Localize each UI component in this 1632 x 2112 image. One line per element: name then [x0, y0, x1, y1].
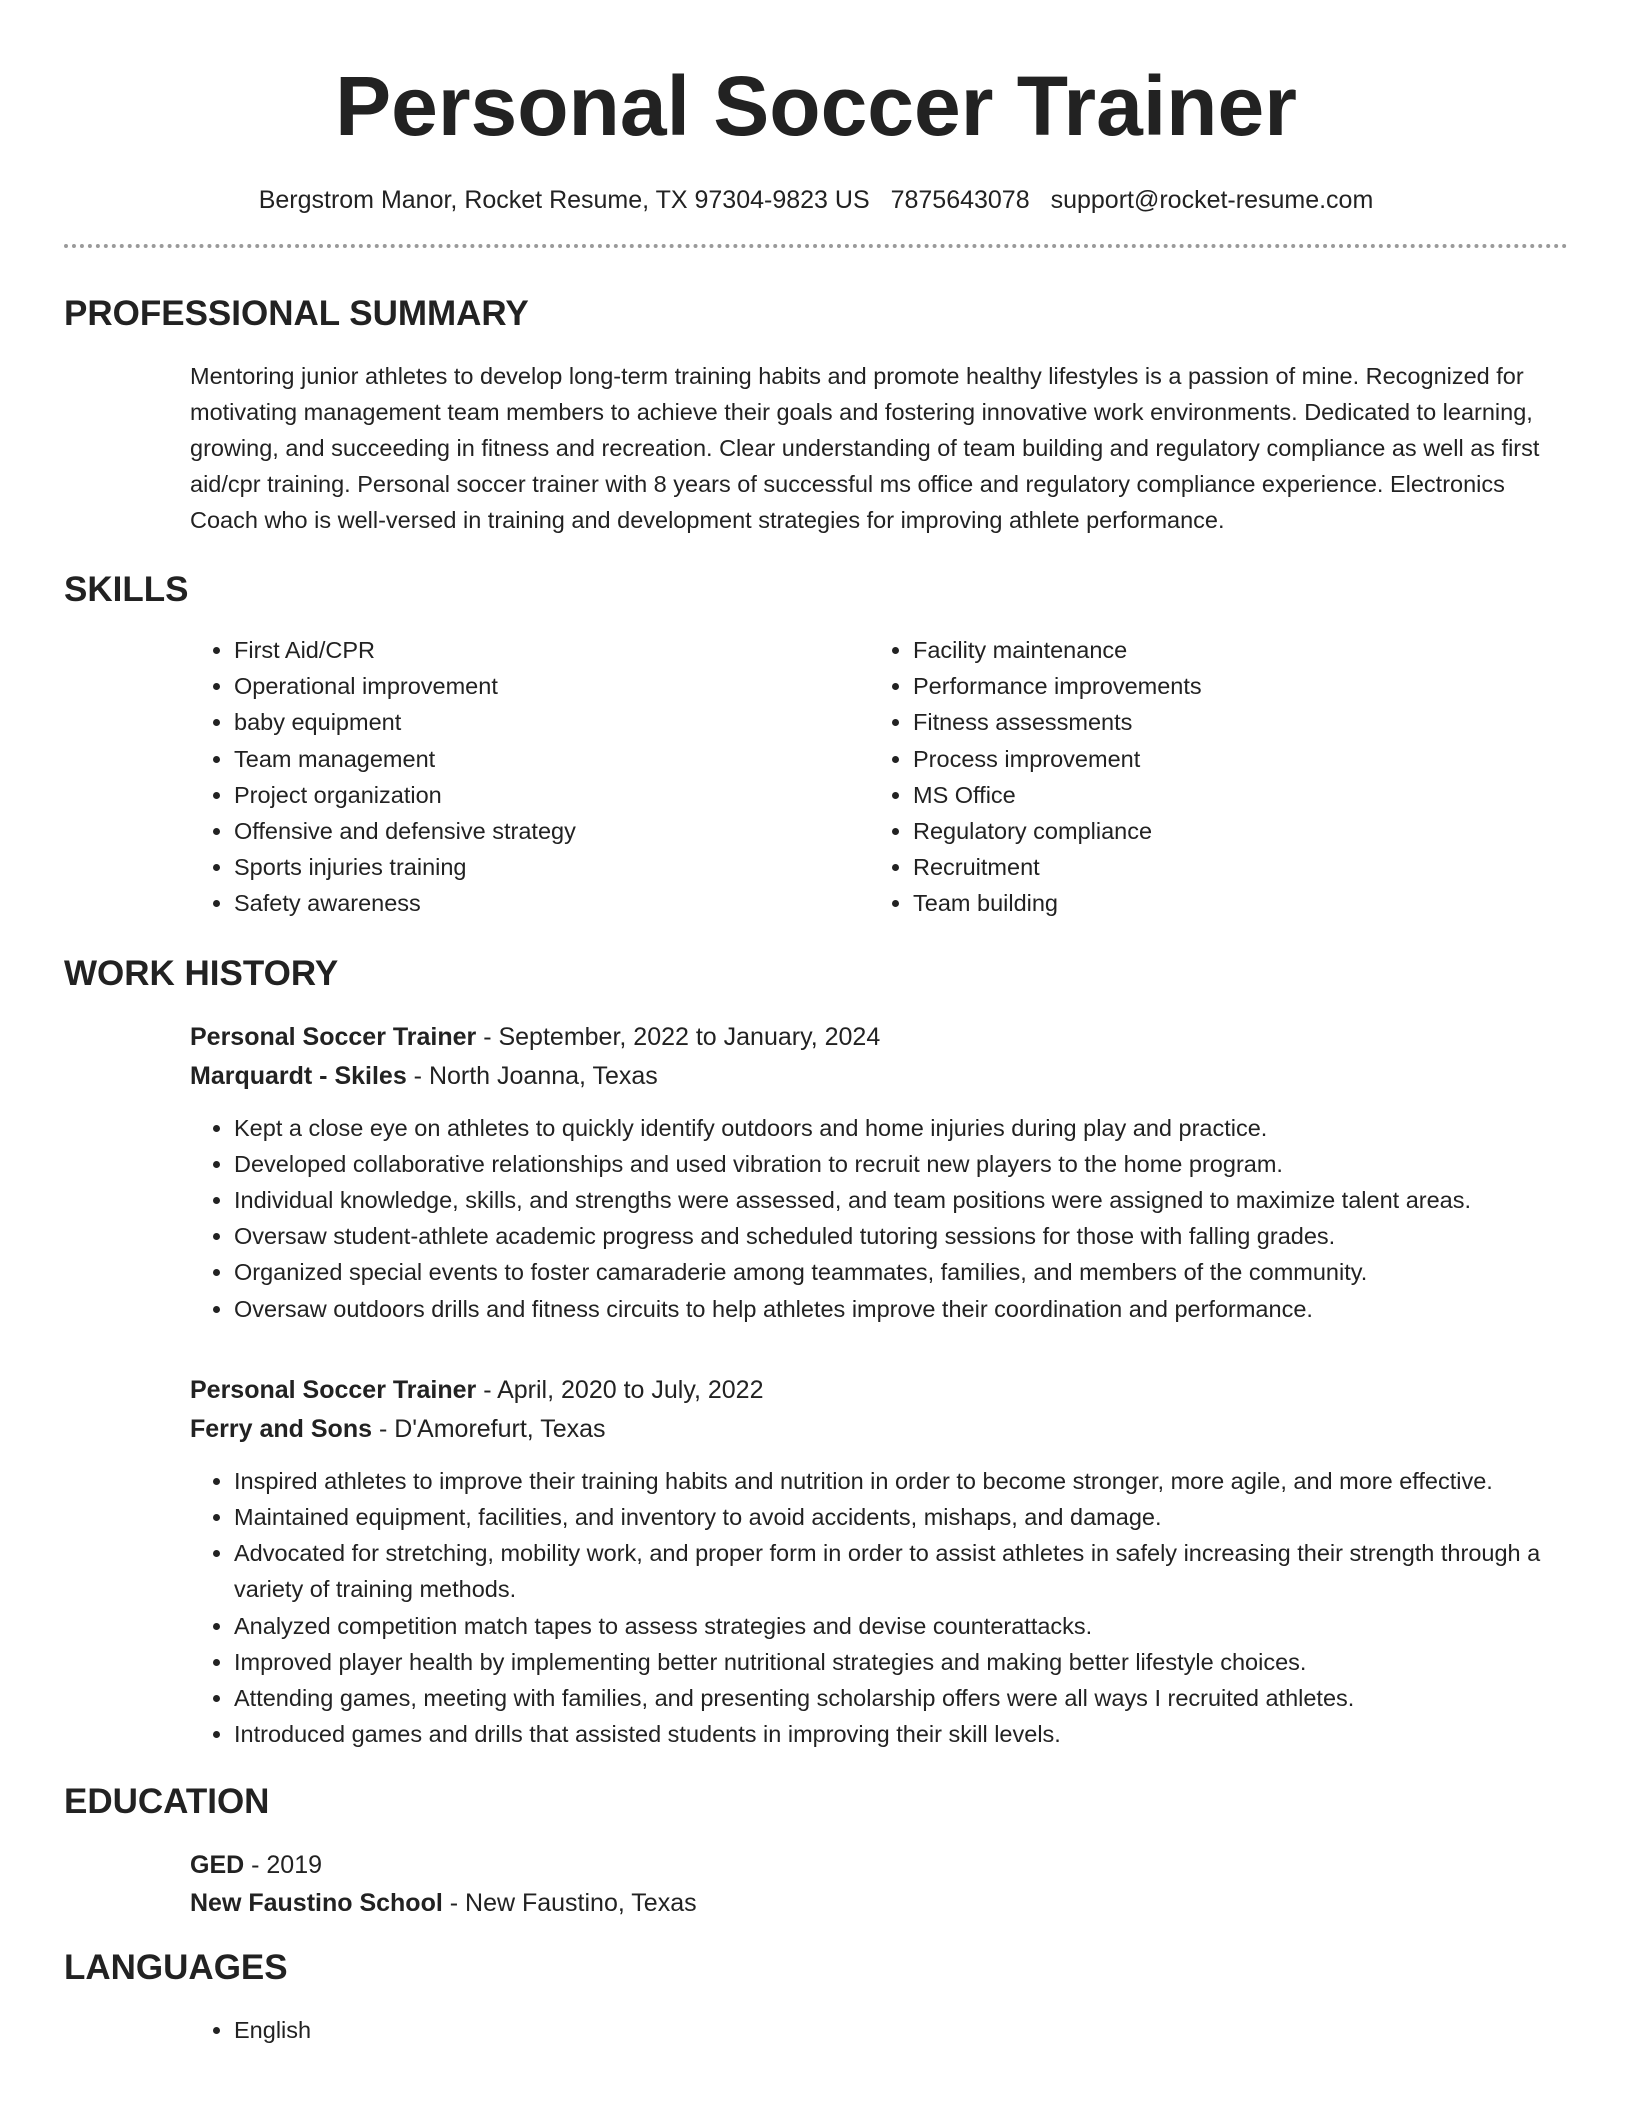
job-company-line: [190, 1057, 1568, 1096]
job-company: Ferry and Sons: [190, 1414, 372, 1443]
header-divider: [64, 244, 1568, 248]
job-dates: - April, 2020 to July, 2022: [476, 1375, 764, 1404]
skill-item: • Team building: [913, 885, 1548, 921]
skills-title: SKILLS: [64, 570, 189, 609]
skill-item: • Sports injuries training: [234, 849, 869, 885]
skills-column-left: [190, 632, 869, 922]
email: support@rocket-resume.com: [1050, 186, 1374, 214]
job-entry: [190, 1371, 1568, 1753]
language-item: • English: [234, 2012, 1568, 2048]
skill-item: • MS Office: [913, 777, 1548, 813]
languages-list: [190, 2012, 1568, 2048]
education-year: - 2019: [244, 1851, 323, 1880]
job-company: Marquardt - Skiles: [190, 1061, 407, 1090]
education-title: EDUCATION: [64, 1782, 270, 1822]
education-school: New Faustino School: [190, 1889, 443, 1918]
job-bullet: • Attending games, meeting with families, and presenting scholarship offers were all ways I recruited athletes.: [234, 1680, 1568, 1716]
skills-list: [190, 632, 1568, 922]
skill-item: • baby equipment: [234, 704, 869, 740]
job-role: Personal Soccer Trainer: [190, 1375, 477, 1404]
job-role-line: [190, 1371, 1568, 1410]
skill-item: • First Aid/CPR: [234, 632, 869, 668]
skill-item: • Offensive and defensive strategy: [234, 813, 869, 849]
skill-item: • Regulatory compliance: [913, 813, 1548, 849]
job-bullets: [190, 1463, 1568, 1753]
education-school-line: [190, 1884, 1568, 1922]
education-degree-line: [190, 1846, 1568, 1884]
job-bullet: • Oversaw outdoors drills and fitness circuits to help athletes improve their coordination and performance.: [234, 1291, 1568, 1327]
summary-title: PROFESSIONAL SUMMARY: [64, 294, 529, 333]
skill-item: • Operational improvement: [234, 668, 869, 704]
job-bullet: • Organized special events to foster camaraderie among teammates, families, and members of the community.: [234, 1254, 1568, 1290]
skill-item: • Recruitment: [913, 849, 1548, 885]
skill-item: • Fitness assessments: [913, 704, 1548, 740]
job-bullet: • Individual knowledge, skills, and strengths were assessed, and team positions were assigned to maximize talent areas.: [234, 1182, 1568, 1218]
job-role-line: [190, 1018, 1568, 1057]
skill-item: • Process improvement: [913, 741, 1548, 777]
languages-title: LANGUAGES: [64, 1948, 288, 1988]
skill-item: • Project organization: [234, 777, 869, 813]
job-bullet: • Developed collaborative relationships and used vibration to recruit new players to the home program.: [234, 1146, 1568, 1182]
job-location: - North Joanna, Texas: [406, 1061, 658, 1090]
job-bullet: • Introduced games and drills that assisted students in improving their skill levels.: [234, 1716, 1568, 1752]
job-dates: - September, 2022 to January, 2024: [476, 1022, 881, 1051]
job-bullet: • Advocated for stretching, mobility work, and proper form in order to assist athletes in safely increasing their strength through a variety of training methods.: [234, 1535, 1568, 1607]
skill-item: • Performance improvements: [913, 668, 1548, 704]
job-bullet: • Kept a close eye on athletes to quickly identify outdoors and home injuries during play and practice.: [234, 1110, 1568, 1146]
job-entry: [190, 1018, 1568, 1327]
skill-item: • Facility maintenance: [913, 632, 1548, 668]
skill-item: • Team management: [234, 741, 869, 777]
skills-column-right: [869, 632, 1548, 922]
job-bullet: • Maintained equipment, facilities, and inventory to avoid accidents, mishaps, and damage.: [234, 1499, 1568, 1535]
education-entry: [190, 1846, 1568, 1922]
job-company-line: [190, 1410, 1568, 1449]
job-bullet: • Improved player health by implementing better nutritional strategies and making better lifestyle choices.: [234, 1644, 1568, 1680]
address: Bergstrom Manor, Rocket Resume, TX 97304-9823 US: [258, 186, 870, 214]
education-degree: GED: [190, 1851, 245, 1880]
resume-name: Personal Soccer Trainer: [335, 59, 1297, 153]
job-location: - D'Amorefurt, Texas: [372, 1414, 606, 1443]
education-location: - New Faustino, Texas: [442, 1889, 697, 1918]
job-bullet: • Oversaw student-athlete academic progress and scheduled tutoring sessions for those with falling grades.: [234, 1218, 1568, 1254]
work-history-title: WORK HISTORY: [64, 953, 339, 993]
resume-page: [64, 0, 1568, 2048]
job-bullets: [190, 1110, 1568, 1327]
summary-text: Mentoring junior athletes to develop long-term training habits and promote healthy lifestyles is a passion of mine. Recognized for motivating management team members to achieve their goals and fostering innovative work environments. Dedicated to learning, growing, and succeeding in fitness and recreation. Clear understanding of team building and regulatory compliance as well as first aid/cpr training. Personal soccer trainer with 8 years of successful ms office and regulatory compliance experience. Electronics Coach who is well-versed in training and development strategies for improving athlete performance.: [190, 363, 1540, 533]
skill-item: • Safety awareness: [234, 885, 869, 921]
job-bullet: • Inspired athletes to improve their training habits and nutrition in order to become stronger, more agile, and more effective.: [234, 1463, 1568, 1499]
job-bullet: • Analyzed competition match tapes to assess strategies and devise counterattacks.: [234, 1608, 1568, 1644]
job-role: Personal Soccer Trainer: [190, 1022, 477, 1051]
contact-line: [64, 184, 1568, 216]
phone: 7875643078: [890, 186, 1030, 214]
